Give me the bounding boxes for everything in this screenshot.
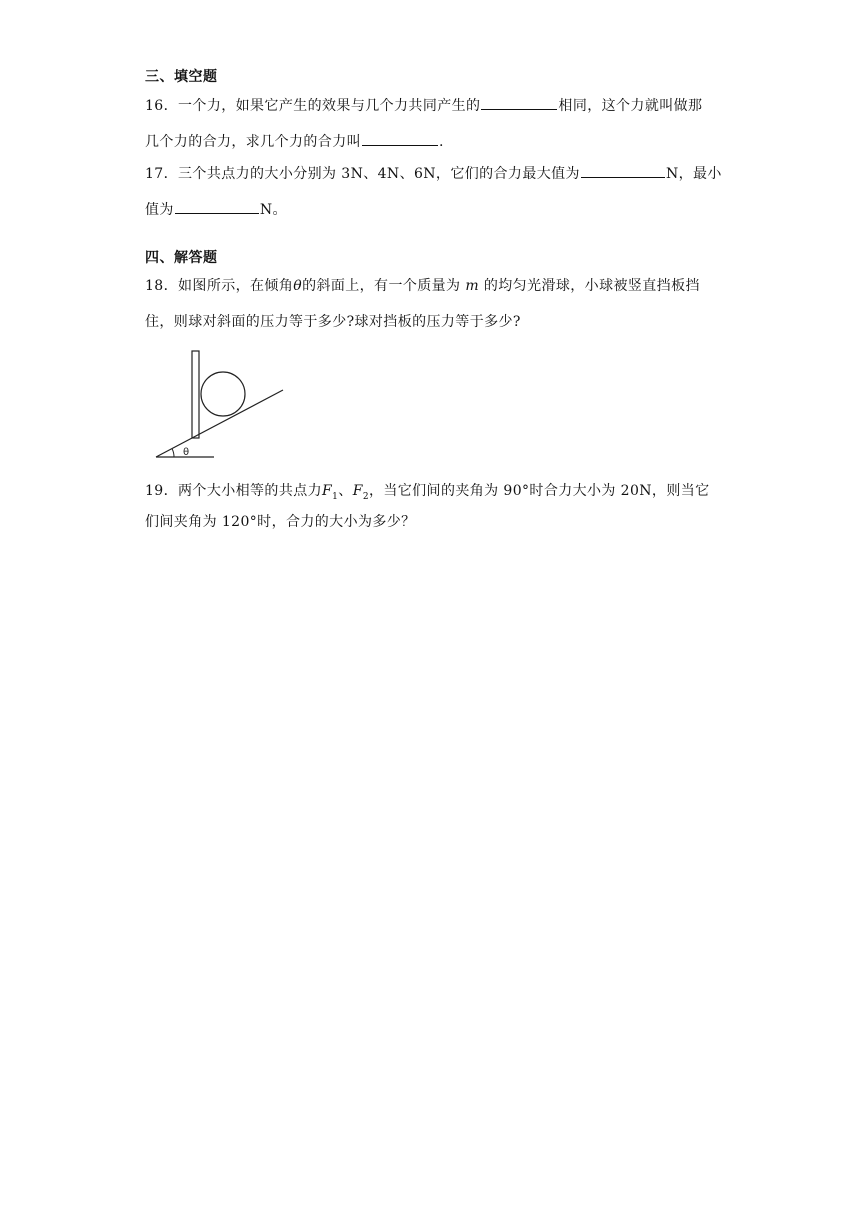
question-17-text-b: N，最小 — [665, 166, 722, 182]
force-f2-symbol: F — [352, 483, 363, 499]
force-f1-symbol: F — [322, 483, 333, 499]
question-19-line-1 — [145, 480, 710, 502]
mass-symbol: m — [465, 278, 480, 294]
question-18-text-c: 的均匀光滑球，小球被竖直挡板挡 — [483, 278, 700, 294]
answer-blank[interactable] — [481, 97, 557, 110]
question-16-line-2 — [145, 131, 444, 151]
answer-blank[interactable] — [581, 165, 665, 178]
question-19-text-b: ，当它们间的夹角为 90°时合力大小为 20N，则当它 — [368, 483, 710, 499]
question-18-line-2 — [145, 311, 521, 331]
question-19-line-2 — [145, 511, 416, 531]
figure-theta-label: θ — [183, 447, 190, 458]
question-19-number: 19． — [145, 483, 179, 499]
question-18-text-d: 住，则球对斜面的压力等于多少?球对挡板的压力等于多少? — [145, 314, 521, 330]
question-18-text-b: 的斜面上，有一个质量为 — [302, 278, 461, 294]
separator: 、 — [338, 483, 353, 499]
ball — [201, 372, 245, 416]
question-17-line-1 — [145, 163, 722, 183]
question-18-line-1 — [145, 275, 700, 295]
vertical-board — [192, 351, 199, 438]
question-16-text-c: 几个力的合力，求几个力的合力叫 — [145, 134, 361, 150]
question-17-number: 17． — [145, 166, 179, 182]
question-18-text-a: 如图所示，在倾角 — [178, 278, 294, 294]
question-19-text-c: 们间夹角为 120°时，合力的大小为多少？ — [145, 514, 416, 530]
answer-blank[interactable] — [175, 201, 259, 214]
question-16-text-b: 相同，这个力就叫做那 — [558, 98, 703, 114]
angle-arc — [172, 449, 174, 457]
question-16-text-d: . — [439, 134, 444, 150]
question-16-line-1 — [145, 95, 702, 115]
section-title-fill-blank: 三、填空题 — [145, 69, 218, 85]
question-17-line-2 — [145, 199, 287, 219]
incline-ball-figure — [150, 344, 290, 464]
section-title-answer: 四、解答题 — [145, 250, 218, 266]
force-f1-subscript: 1 — [332, 491, 339, 502]
theta-symbol: θ — [293, 278, 303, 294]
question-17-text-c: 值为 — [145, 202, 174, 218]
question-17-text-a: 三个共点力的大小分别为 3N、4N、6N，它们的合力最大值为 — [178, 166, 580, 182]
answer-blank[interactable] — [362, 133, 438, 146]
question-16-number: 16． — [145, 98, 179, 114]
incline-line — [156, 390, 283, 457]
question-19-text-a: 两个大小相等的共点力 — [178, 483, 323, 499]
question-18-number: 18． — [145, 278, 179, 294]
force-f2-subscript: 2 — [362, 491, 369, 502]
question-16-text-a: 一个力，如果它产生的效果与几个力共同产生的 — [178, 98, 481, 114]
question-17-text-d: N。 — [259, 202, 287, 218]
